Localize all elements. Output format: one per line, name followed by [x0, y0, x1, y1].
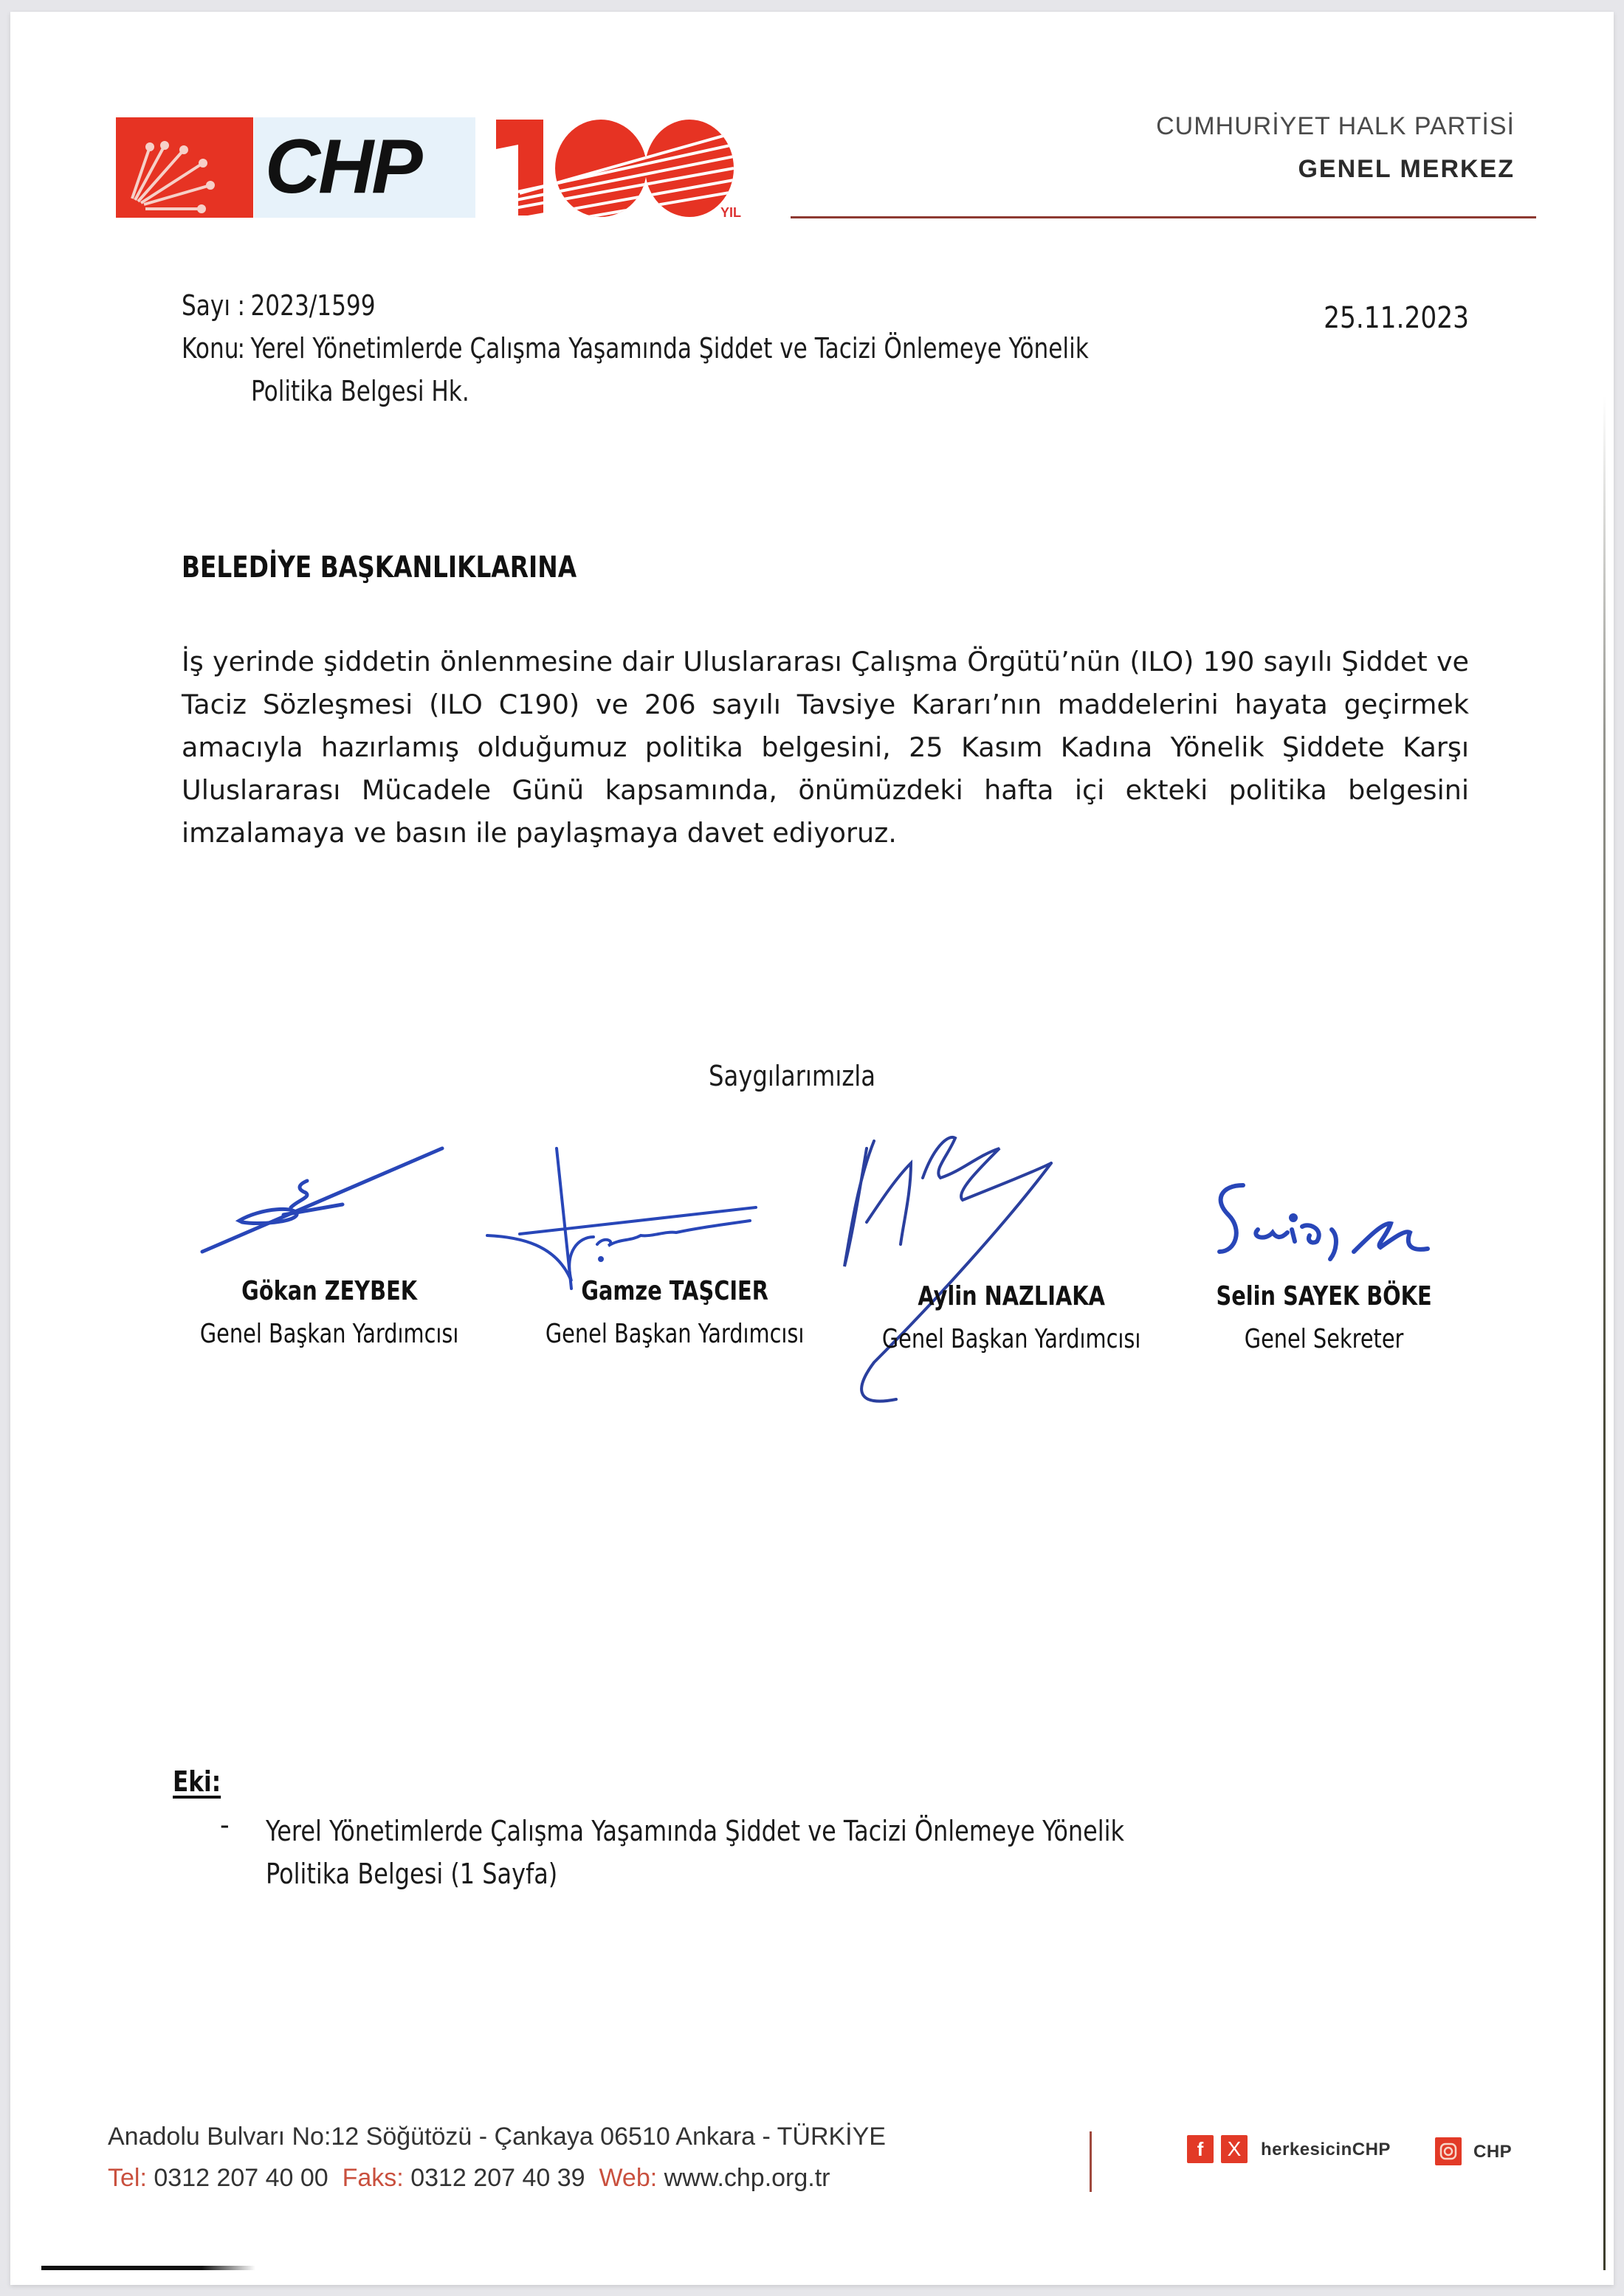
konu-line2: Politika Belgesi Hk. — [251, 375, 469, 407]
letter-body: İş yerinde şiddetin önlenmesine dair Uluslararası Çalışma Örgütü’nün (ILO) 190 sayılı Şiddet ve Taciz Sözleşmesi (ILO C190) ve 206 sayılı Tavsiye Kararı’nın maddelerini hayata geçirmek amacıyla hazırlamış olduğumuz politika belgesini, 25 Kasım Kadına Yönelik Şiddete Karşı Uluslararası Mücadele Günü kapsamında, önümüzdeki hafta içi ekteki politika belgesini imzalamaya ve basın ile paylaşmaya davet ediyoruz. — [182, 646, 1469, 849]
x-twitter-icon[interactable]: X — [1221, 2135, 1248, 2163]
sayi-label: Sayı — [182, 289, 230, 322]
signer-name: Gökan ZEYBEK — [241, 1276, 417, 1306]
bottom-edge-line — [41, 2266, 255, 2270]
footer-divider — [1090, 2131, 1092, 2192]
signer-title: Genel Başkan Yardımcısı — [881, 1324, 1141, 1354]
facebook-icon[interactable]: f — [1187, 2135, 1214, 2163]
chp-logo-text: CHP — [265, 124, 421, 210]
tel-label: Tel: — [108, 2164, 147, 2192]
signature-sayek-boke — [1206, 1171, 1472, 1274]
document-date: 25.11.2023 — [1324, 301, 1469, 335]
six-arrows-icon — [116, 117, 253, 218]
org-unit: GENEL MERKEZ — [1298, 155, 1515, 183]
konu-line1: Yerel Yönetimlerde Çalışma Yaşamında Şiddet ve Tacizi Önlemeye Yönelik — [250, 332, 1089, 365]
konu-label: Konu — [182, 332, 239, 365]
web-label: Web: — [599, 2164, 658, 2192]
closing-salutation: Saygılarımızla — [709, 1060, 876, 1092]
signer-zeybek — [152, 1270, 506, 1356]
social-handle[interactable]: herkesicinCHP — [1261, 2140, 1391, 2159]
attachment-line1: Yerel Yönetimlerde Çalışma Yaşamında Şiddet ve Tacizi Önlemeye Yönelik — [266, 1815, 1124, 1847]
signer-sayek-boke — [1147, 1275, 1501, 1361]
chp-six-arrows-logo — [116, 117, 253, 218]
footer-address: Anadolu Bulvarı No:12 Söğütözü - Çankaya 06510 Ankara - TÜRKİYE — [108, 2123, 886, 2151]
right-edge-line — [1603, 396, 1606, 2270]
web-link[interactable]: www.chp.org.tr — [664, 2164, 830, 2192]
attachment-line2: Politika Belgesi (1 Sayfa) — [266, 1858, 558, 1890]
footer-contact — [108, 2164, 830, 2193]
attachment-label: Eki: — [173, 1765, 221, 1798]
signer-nazliaka — [834, 1275, 1188, 1361]
org-name: CUMHURİYET HALK PARTİSİ — [1156, 112, 1515, 140]
konu-line2-row — [251, 375, 469, 407]
konu-row — [182, 332, 1089, 365]
konu-sep: : — [237, 332, 245, 365]
signature-nazliaka — [830, 1119, 1155, 1414]
fax-value: 0312 207 40 39 — [410, 2164, 585, 2192]
yil-label: YIL — [720, 205, 742, 220]
letter-page — [10, 12, 1614, 2285]
signer-title: Genel Başkan Yardımcısı — [199, 1319, 459, 1349]
recipient-heading: BELEDİYE BAŞKANLIKLARINA — [182, 551, 577, 585]
tel-value: 0312 207 40 00 — [154, 2164, 328, 2192]
sayi-row — [182, 289, 376, 322]
signer-name: Gamze TAŞCIER — [581, 1276, 768, 1306]
signer-title: Genel Sekreter — [1245, 1324, 1404, 1354]
signature-zeybek — [187, 1134, 468, 1266]
instagram-icon[interactable] — [1435, 2137, 1462, 2165]
fax-label: Faks: — [342, 2164, 404, 2192]
attachment-item — [266, 1810, 1124, 1895]
signer-name: Selin SAYEK BÖKE — [1216, 1281, 1433, 1311]
sayi-sep: : — [237, 289, 245, 322]
100-yil-logo — [490, 115, 734, 222]
signer-name: Aylin NAZLIAKA — [918, 1281, 1105, 1311]
signer-title: Genel Başkan Yardımcısı — [545, 1319, 805, 1349]
instagram-handle[interactable]: CHP — [1473, 2142, 1513, 2162]
header-divider — [791, 216, 1536, 218]
attachment-bullet: - — [220, 1810, 230, 1841]
signer-tascier — [498, 1270, 852, 1356]
sayi-value: 2023/1599 — [250, 289, 376, 322]
